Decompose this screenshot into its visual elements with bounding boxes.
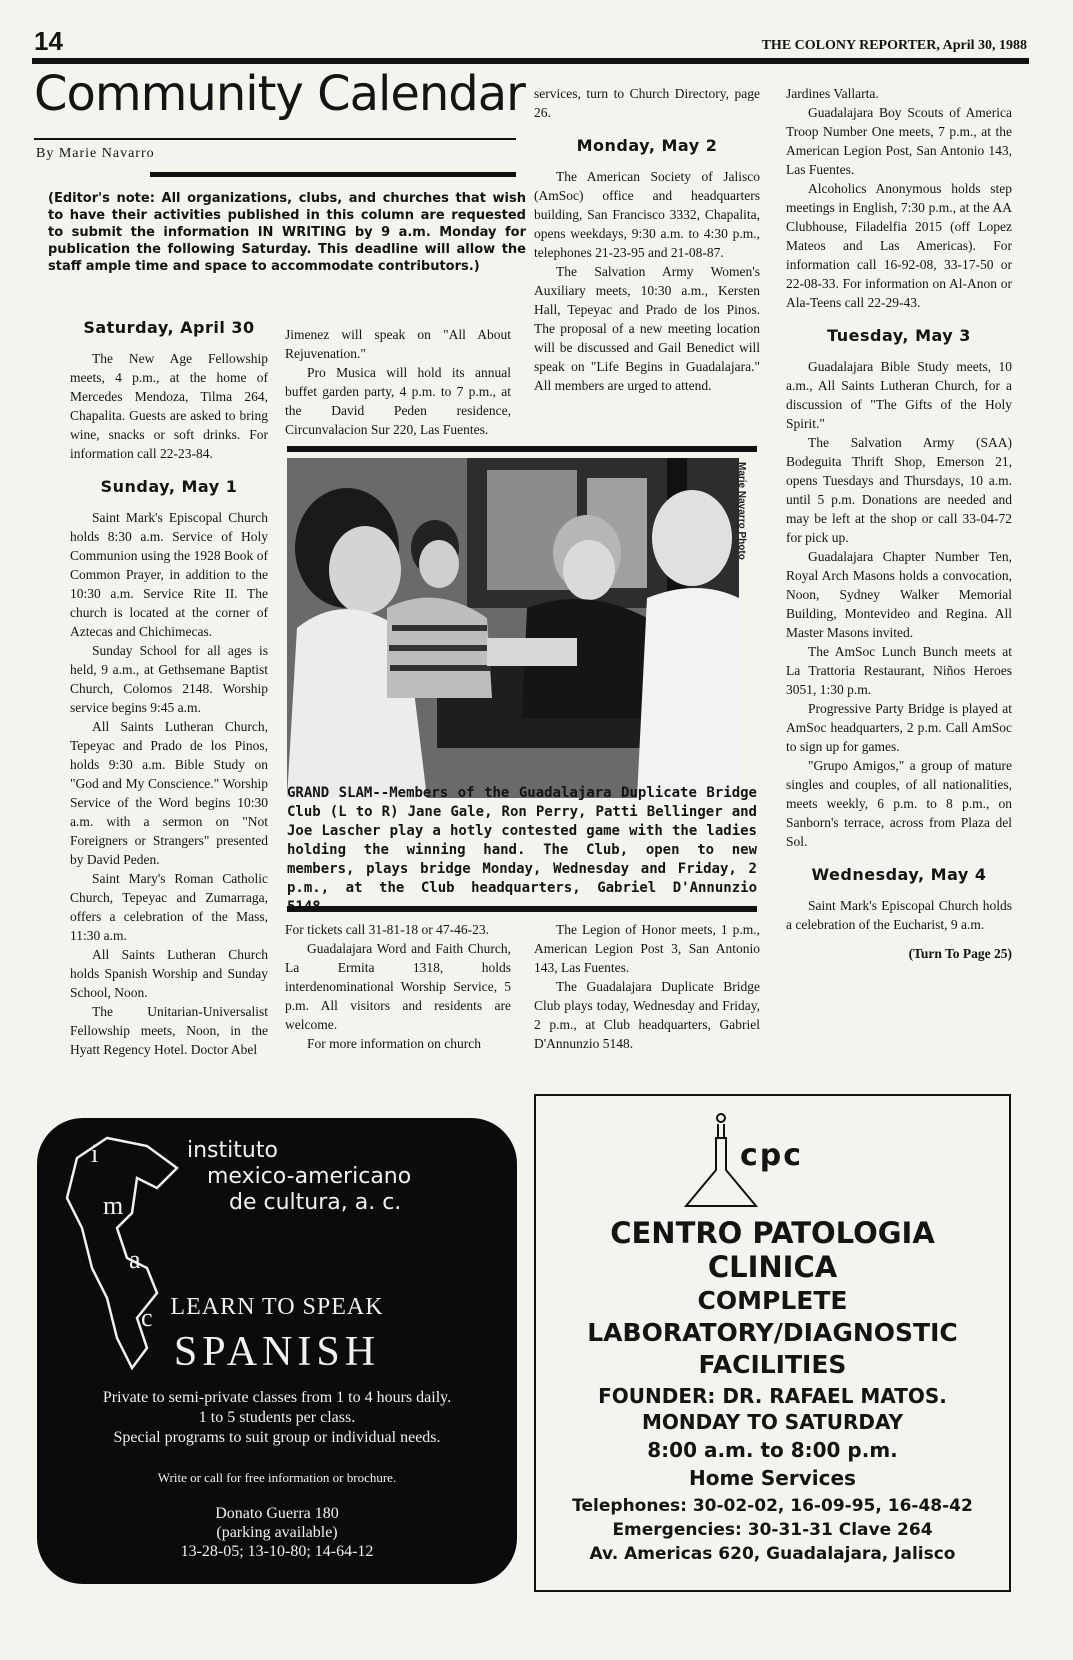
photo-credit-text: Marie Navarro Photo xyxy=(736,462,747,560)
paragraph: The American Society of Jalisco (AmSoc) office and headquarters building, San Francisco 3332, Chapalita, opens weekdays, 9:30 a.m. to 4:30 p.m., telephones 21-23-95 and 21-08-87. xyxy=(534,169,760,260)
programs-line: Special programs to suit group or individual needs. xyxy=(113,1429,441,1446)
byline: By Marie Navarro xyxy=(36,146,155,161)
logo-letter-c: c xyxy=(141,1303,153,1332)
publication-line: THE COLONY REPORTER, April 30, 1988 xyxy=(761,38,1027,53)
paragraph: services, turn to Church Directory, page 26. xyxy=(534,86,760,120)
learn-to-speak: LEARN TO SPEAK xyxy=(170,1294,384,1320)
cpc-line-3: COMPLETE xyxy=(697,1286,848,1315)
cpc-line-9: Home Services xyxy=(689,1466,856,1490)
paragraph: Sunday School for all ages is held, 9 a.m., at Gethsemane Baptist Church, Colomos 2148. Worship service begins 9:45 a.m. xyxy=(70,643,268,715)
cpc-logo: cpc xyxy=(740,1138,804,1173)
paragraph: Guadalajara Boy Scouts of America Troop Number One meets, 7 p.m., at the American Legion Post, San Antonio 143, Las Fuentes. xyxy=(786,105,1012,177)
paragraph: The Salvation Army (SAA) Bodeguita Thrift Shop, Emerson 21, opens Tuesdays and Thursdays, 10 a.m. until 5 p.m. Donations are needed and may be left at the shop or call 33-04-72 for pick up. xyxy=(786,435,1012,545)
cpc-line-4: LABORATORY/DIAGNOSTIC xyxy=(587,1318,958,1347)
cpc-lab-ad xyxy=(534,1094,1011,1592)
cpc-line-7: MONDAY TO SATURDAY xyxy=(641,1410,904,1434)
editor-note: (Editor's note: All organizations, clubs, and churches that wish to have their activities published in this column are requested to submit the information IN WRITING by 9 a.m. Monday for publication the following Saturday. This deadline will allow the staff ample time and space to accommodate contributors.) xyxy=(48,191,526,274)
paragraph: For tickets call 31-81-18 or 47-46-23. xyxy=(285,922,489,937)
column-4 xyxy=(786,84,1012,963)
address-line: Donato Guerra 180 xyxy=(215,1505,339,1522)
page-number: 14 xyxy=(34,26,63,56)
students-line: 1 to 5 students per class. xyxy=(198,1409,356,1426)
paragraph: Progressive Party Bridge is played at AmSoc headquarters, 2 p.m. Call AmSoc to sign up for games. xyxy=(786,701,1012,754)
paragraph: Guadalajara Word and Faith Church, La Ermita 1318, holds interdenominational Worship Service, 5 p.m. All visitors and residents are welcome. xyxy=(285,941,511,1032)
column-3-top xyxy=(534,84,760,395)
paragraph: The Salvation Army Women's Auxiliary meets, 10:30 a.m., Kersten Hall, Tepeyac and Prado de los Pinos. The proposal of a new meeting location will be discussed and Gail Benedict will speak on "Life Begins in Guadalajara." All members are urged to attend. xyxy=(534,264,760,393)
paragraph: Saint Mark's Episcopal Church holds 8:30 a.m. Service of Holy Communion using the 1928 Book of Common Prayer, in addition to the 10:30 a.m. Service Rite II. The church is located at the corner of Aztecas and Chichimecas. xyxy=(70,510,268,639)
paragraph: All Saints Lutheran Church holds Spanish Worship and Sunday School, Noon. xyxy=(70,947,268,1000)
paragraph: All Saints Lutheran Church, Tepeyac and Prado de los Pinos, holds 9:30 a.m. Bible Study on "God and My Conscience." Worship Service of the Word begins 10:30 a.m. with a sermon on "Not Foreigners or Strangers" presented by David Peden. xyxy=(70,719,268,867)
instituto-name-1: instituto xyxy=(187,1138,278,1163)
bridge-club-photo xyxy=(287,458,739,798)
heading-sunday: Sunday, May 1 xyxy=(100,477,238,496)
instituto-name-3: de cultura, a. c. xyxy=(229,1190,402,1215)
instituto-name-2: mexico-americano xyxy=(207,1164,412,1189)
paragraph: Jimenez will speak on "All About Rejuvenation." xyxy=(285,327,511,361)
paragraph: Saint Mary's Roman Catholic Church, Tepeyac and Zumarraga, offers a celebration of the Mass, 11:30 a.m. xyxy=(70,871,268,943)
paragraph: The AmSoc Lunch Bunch meets at La Trattoria Restaurant, Niños Heroes 3051, 1:30 p.m. xyxy=(786,644,1012,697)
column-2-top xyxy=(285,325,511,439)
photo-caption: GRAND SLAM--Members of the Guadalajara Duplicate Bridge Club (L to R) Jane Gale, Ron Perry, Patti Bellinger and Joe Lascher play a hotly contested game with the ladies holding the winning hand. The Club, open to new members, plays bridge Monday, Wednesday and Friday, 2 p.m., at the Club headquarters, Gabriel D'Annunzio xyxy=(287,785,757,896)
heading-saturday: Saturday, April 30 xyxy=(83,318,255,337)
paragraph: Saint Mark's Episcopal Church holds a celebration of the Eucharist, 9 a.m. xyxy=(786,898,1012,932)
paragraph: The Guadalajara Duplicate Bridge Club plays today, Wednesday and Friday, 2 p.m., at Club headquarters, Gabriel D'Annunzio 5148. xyxy=(534,979,760,1051)
paragraph: The Legion of Honor meets, 1 p.m., American Legion Post 3, San Antonio 143, Las Fuentes. xyxy=(534,922,760,975)
photo-credit xyxy=(736,462,750,582)
turn-to-page: (Turn To Page 25) xyxy=(908,946,1012,961)
paragraph: Jardines Vallarta. xyxy=(786,86,879,101)
paragraph: For more information on church xyxy=(307,1036,481,1051)
title-rule xyxy=(34,138,516,140)
page-title: Community Calendar xyxy=(34,66,525,122)
caption-bottom-rule xyxy=(287,906,757,912)
instituto-ad xyxy=(37,1118,517,1584)
cpc-line-12: Av. Americas 620, Guadalajara, Jalisco xyxy=(589,1544,956,1564)
logo-letter-m: m xyxy=(103,1191,124,1220)
heading-monday: Monday, May 2 xyxy=(576,136,718,155)
photo-illustration xyxy=(287,458,739,798)
byline-rule xyxy=(150,172,516,177)
parking-line: (parking available) xyxy=(216,1524,338,1541)
cpc-line-1: CENTRO PATOLOGIA xyxy=(610,1216,935,1250)
heading-tuesday: Tuesday, May 3 xyxy=(827,326,971,345)
cpc-line-5: FACILITIES xyxy=(698,1350,847,1379)
cpc-line-6: FOUNDER: DR. RAFAEL MATOS. xyxy=(598,1384,947,1408)
paragraph: Guadalajara Bible Study meets, 10 a.m., All Saints Lutheran Church, for a discussion of "The Gifts of the Holy Spirit." xyxy=(786,359,1012,431)
classes-line: Private to semi-private classes from 1 to 4 hours daily. xyxy=(102,1389,452,1406)
column-2-bottom xyxy=(285,920,511,1053)
phone-line: 13-28-05; 13-10-80; 14-64-12 xyxy=(180,1543,374,1560)
cpc-line-10: Telephones: 30-02-02, 16-09-95, 16-48-42 xyxy=(572,1496,973,1516)
paragraph: Alcoholics Anonymous holds step meetings in English, 7:30 p.m., at the AA Clubhouse, Filadelfia 2015 (off Lopez Mateos and Las Americas). For information call 16-92-08, 33-17-50 or 22-08-33. For information on Al-Anon or Ala-Teens call 22-29-43. xyxy=(786,181,1012,310)
paragraph: The Unitarian-Universalist Fellowship meets, Noon, in the Hyatt Regency Hotel. Doctor Abel xyxy=(70,1004,268,1057)
column-1 xyxy=(70,318,268,1059)
paragraph: "Grupo Amigos," a group of mature singles and couples, of all nationalities, meets weekly, 6 p.m. to 8 p.m., on Sanborn's terrace, across from Plaza del Sol. xyxy=(786,758,1012,849)
logo-letter-a: a xyxy=(129,1245,141,1274)
column-3-bottom xyxy=(534,920,760,1053)
cpc-line-2: CLINICA xyxy=(707,1250,838,1284)
paragraph: Pro Musica will hold its annual buffet garden party, 4 p.m. to 7 p.m., at the David Peden residence, Circunvalacion Sur 220, Las Fuentes. xyxy=(285,365,511,437)
cpc-line-11: Emergencies: 30-31-31 Clave 264 xyxy=(612,1520,933,1540)
spanish-headline: SPANISH xyxy=(173,1329,381,1375)
paragraph: The New Age Fellowship meets, 4 p.m., at the home of Mercedes Mendoza, Tilma 264, Chapalita. Guests are asked to bring wine, snacks or soft drinks. For information call 22-23-84. xyxy=(70,351,268,461)
brochure-line: Write or call for free information or brochure. xyxy=(157,1470,397,1485)
heading-wednesday: Wednesday, May 4 xyxy=(811,865,987,884)
photo-top-rule xyxy=(287,446,757,452)
paragraph: Guadalajara Chapter Number Ten, Royal Arch Masons holds a convocation, Noon, Sydney Walker Memorial Building, Montevideo and Regina. All Master Masons invited. xyxy=(786,549,1012,640)
cpc-line-8: 8:00 a.m. to 8:00 p.m. xyxy=(647,1438,898,1462)
header-rule xyxy=(32,58,1029,64)
logo-letter-i: i xyxy=(91,1139,99,1168)
